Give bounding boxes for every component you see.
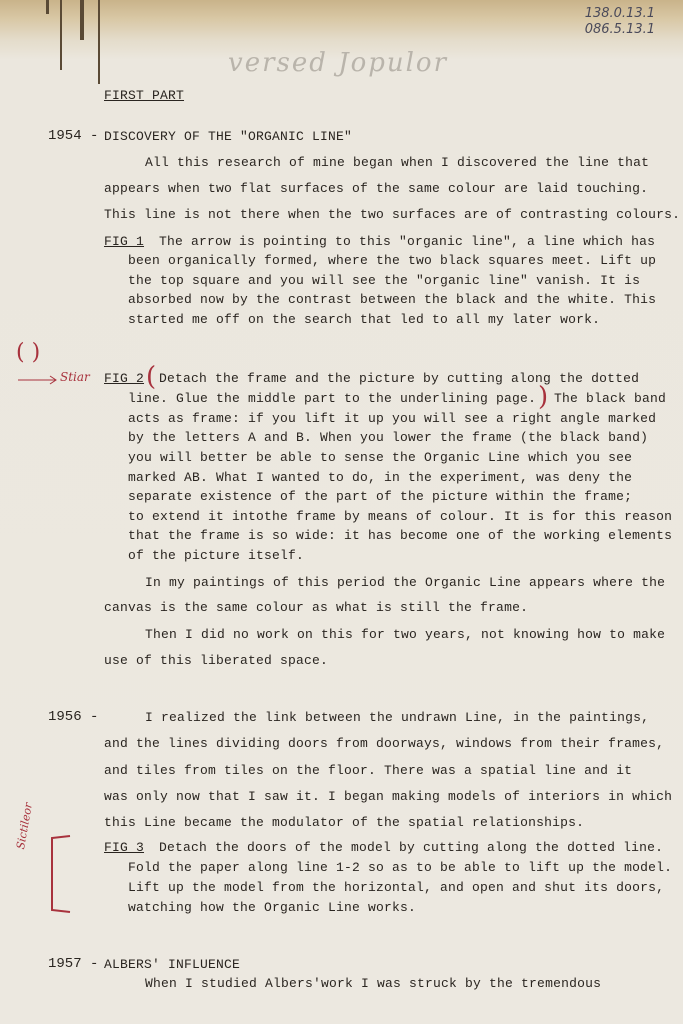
red-close-bracket: ) bbox=[538, 382, 549, 412]
torn-edge-marks bbox=[40, 0, 120, 90]
fig-1-text: been organically formed, where the two black squares meet. Lift up bbox=[128, 253, 657, 268]
part-title: FIRST PART bbox=[104, 88, 185, 103]
pencil-note: versed Jopulor bbox=[228, 48, 449, 78]
fig-2-text: acts as frame: if you lift it up you will see a right angle marked bbox=[128, 411, 657, 426]
year-1956: 1956 - bbox=[48, 709, 99, 725]
archive-reference bbox=[585, 6, 655, 38]
section-heading-1954: DISCOVERY OF THE "ORGANIC LINE" bbox=[104, 129, 353, 144]
paragraph-line: appears when two flat surfaces of the same colour are laid touching. bbox=[104, 181, 649, 196]
paragraph-line: Then I did no work on this for two years, not knowing how to make bbox=[145, 627, 666, 642]
fig-2-text: line. Glue the middle part to the underlining page. bbox=[128, 391, 537, 406]
paragraph-line: This line is not there when the two surfaces are of contrasting colours. bbox=[104, 207, 681, 222]
archive-ref-line-2: 086.5.13.1 bbox=[584, 22, 655, 37]
fig-1-text: started me off on the search that led to all my later work. bbox=[128, 312, 601, 327]
margin-note-1: Stiar bbox=[60, 370, 90, 384]
fig-2-text: that the frame is so wide: it has become one of the working elements bbox=[128, 528, 673, 543]
paragraph-line: and tiles from tiles on the floor. There was a spatial line and it bbox=[104, 763, 633, 778]
paragraph-line: and the lines dividing doors from doorways, windows from their frames, bbox=[104, 736, 665, 751]
fig-3-text: watching how the Organic Line works. bbox=[128, 900, 417, 915]
fig-2-text: to extend it intothe frame by means of colour. It is for this reason bbox=[128, 509, 673, 524]
fig-2-text: by the letters A and B. When you lower the frame (the black band) bbox=[128, 430, 649, 445]
fig-2-text: The black band bbox=[554, 391, 667, 406]
fig-1-text: The arrow is pointing to this "organic line", a line which has bbox=[159, 234, 656, 249]
archive-ref-line-1: 138.0.13.1 bbox=[584, 6, 655, 21]
paragraph-line: When I studied Albers'work I was struck by the tremendous bbox=[145, 976, 602, 991]
fig-3-text: Detach the doors of the model by cutting along the dotted line. bbox=[159, 840, 664, 855]
red-bracket-annotation bbox=[46, 832, 76, 916]
fig-1-text: absorbed now by the contrast between the black and the white. This bbox=[128, 292, 657, 307]
red-parentheses-annotation: ( ) bbox=[16, 340, 41, 365]
paragraph-line: use of this liberated space. bbox=[104, 653, 329, 668]
paragraph-line: In my paintings of this period the Organic Line appears where the bbox=[145, 575, 666, 590]
red-open-bracket: ( bbox=[146, 362, 157, 392]
fig-3-text: Fold the paper along line 1-2 so as to be able to lift up the model. bbox=[128, 860, 673, 875]
fig-1-text: the top square and you will see the "organic line" vanish. It is bbox=[128, 273, 641, 288]
paragraph-line: this Line became the modulator of the spatial relationships. bbox=[104, 815, 585, 830]
fig-3-text: Lift up the model from the horizontal, and open and shut its doors, bbox=[128, 880, 665, 895]
year-1957: 1957 - bbox=[48, 956, 99, 972]
fig-2-label: FIG 2 bbox=[104, 371, 145, 386]
paragraph-line: All this research of mine began when I discovered the line that bbox=[145, 155, 650, 170]
fig-2-text: Detach the frame and the picture by cutting along the dotted bbox=[159, 371, 640, 386]
fig-2-text: of the picture itself. bbox=[128, 548, 305, 563]
year-1954: 1954 - bbox=[48, 128, 99, 144]
paragraph-line: canvas is the same colour as what is still the frame. bbox=[104, 600, 529, 615]
margin-note-3: Sictileor bbox=[14, 801, 35, 851]
paragraph-line: was only now that I saw it. I began making models of interiors in which bbox=[104, 789, 673, 804]
fig-2-text: you will better be able to sense the Organic Line which you see bbox=[128, 450, 633, 465]
paragraph-line: I realized the link between the undrawn Line, in the paintings, bbox=[145, 710, 650, 725]
fig-3-label: FIG 3 bbox=[104, 840, 145, 855]
fig-2-text: separate existence of the part of the picture within the frame; bbox=[128, 489, 633, 504]
section-heading-1957: ALBERS' INFLUENCE bbox=[104, 957, 241, 972]
fig-1-label: FIG 1 bbox=[104, 234, 145, 249]
fig-2-text: marked AB. What I wanted to do, in the experiment, was deny the bbox=[128, 470, 633, 485]
